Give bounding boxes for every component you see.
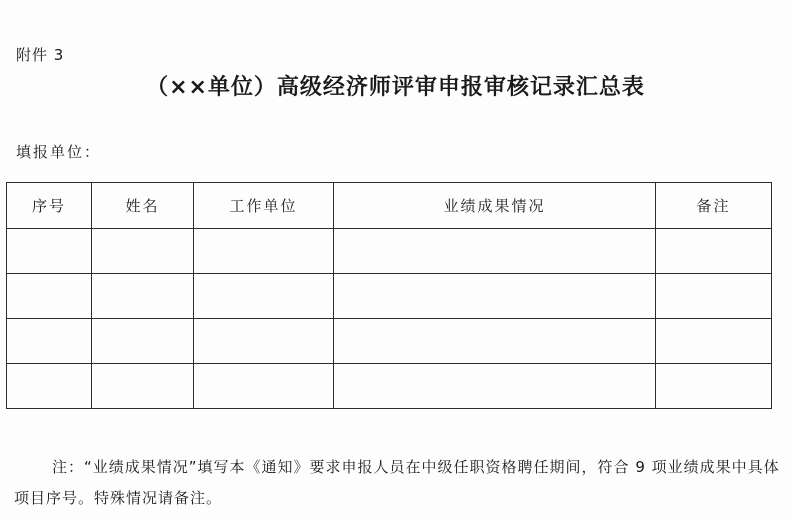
table-cell: [92, 364, 194, 409]
table-cell: [7, 319, 92, 364]
table-cell: [656, 274, 772, 319]
summary-table: [6, 182, 772, 409]
table-row: [7, 319, 772, 364]
table-cell: [92, 229, 194, 274]
table-cell: [194, 364, 334, 409]
footnote: 注：“业绩成果情况”填写本《通知》要求申报人员在中级任职资格聘任期间，符合 9 项业绩成果中具体项目序号。特殊情况请备注。: [14, 458, 780, 507]
table-header-row: [7, 183, 772, 229]
attachment-label: 附件 3: [16, 46, 65, 64]
header-work-unit: 工作单位: [194, 183, 334, 229]
table-cell: [7, 274, 92, 319]
header-serial-number: 序号: [7, 183, 92, 229]
header-remarks: 备注: [656, 183, 772, 229]
table-cell: [194, 229, 334, 274]
header-achievements: 业绩成果情况: [334, 183, 656, 229]
table-cell: [194, 319, 334, 364]
table-row: [7, 229, 772, 274]
table-cell: [334, 364, 656, 409]
table-cell: [7, 229, 92, 274]
table-cell: [334, 319, 656, 364]
table-cell: [92, 274, 194, 319]
table-row: [7, 274, 772, 319]
header-name: 姓名: [92, 183, 194, 229]
document-title: （××单位）高级经济师评审申报审核记录汇总表: [146, 75, 645, 100]
table-row: [7, 364, 772, 409]
table-cell: [194, 274, 334, 319]
table-cell: [656, 364, 772, 409]
table-cell: [7, 364, 92, 409]
table-cell: [334, 229, 656, 274]
table-cell: [334, 274, 656, 319]
table-cell: [92, 319, 194, 364]
filler-unit-label: 填报单位：: [16, 143, 102, 161]
table-cell: [656, 319, 772, 364]
table-cell: [656, 229, 772, 274]
